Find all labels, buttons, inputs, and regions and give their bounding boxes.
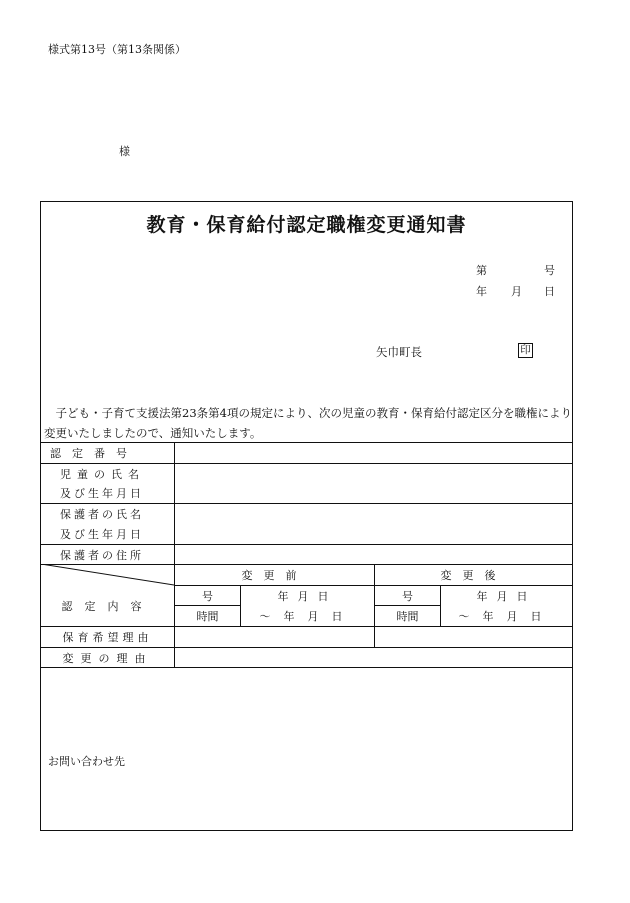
document-title: 教育・保育給付認定職権変更通知書 xyxy=(146,214,467,236)
issue-date-month: 月 xyxy=(511,285,522,298)
row-label-change-reason: 変更の理由 xyxy=(62,651,153,665)
row-label-guardian-name: 保護者の氏名 xyxy=(60,508,144,521)
document-number-suffix: 号 xyxy=(544,264,555,277)
notice-body-text: 子ども・子育て支援法第23条第4項の規定により、次の児童の教育・保育給付認定区分を職権により変更いたしましたので、通知いたします。 xyxy=(44,406,572,440)
after-number-unit: 号 xyxy=(402,589,413,603)
row-label-childcare-reason: 保育希望理由 xyxy=(62,631,153,644)
after-end-date: ～年月日 xyxy=(458,610,555,623)
before-number-unit: 号 xyxy=(202,589,213,603)
issuer-name: 矢巾町長 xyxy=(376,345,422,359)
after-start-date: 年月日 xyxy=(476,589,537,603)
row-label-child-birthdate: 及び生年月日 xyxy=(60,487,144,500)
row-label-certification-content: 認定内容 xyxy=(61,600,154,613)
issue-date-day: 日 xyxy=(544,285,555,298)
row-label-guardian-birthdate: 及び生年月日 xyxy=(60,528,144,541)
diagonal-header-cell xyxy=(41,564,175,586)
issue-date-year: 年 xyxy=(476,285,487,298)
row-label-child-name: 児童の氏名 xyxy=(60,468,145,481)
header-before-change: 変更前 xyxy=(241,569,308,582)
seal-mark: 印 xyxy=(518,343,533,358)
before-hours-unit: 時間 xyxy=(196,610,219,623)
row-label-guardian-address: 保護者の住所 xyxy=(60,548,144,562)
before-end-date: ～年月日 xyxy=(259,610,356,623)
document-number-prefix: 第 xyxy=(476,264,487,277)
contact-label: お問い合わせ先 xyxy=(48,755,125,768)
header-after-change: 変更後 xyxy=(440,569,507,582)
before-start-date: 年月日 xyxy=(277,589,338,603)
after-hours-unit: 時間 xyxy=(396,610,419,623)
row-label-certification-number: 認 定 番 号 xyxy=(50,447,127,460)
addressee-suffix: 様 xyxy=(119,145,130,158)
form-reference: 様式第13号（第13条関係） xyxy=(48,43,186,56)
